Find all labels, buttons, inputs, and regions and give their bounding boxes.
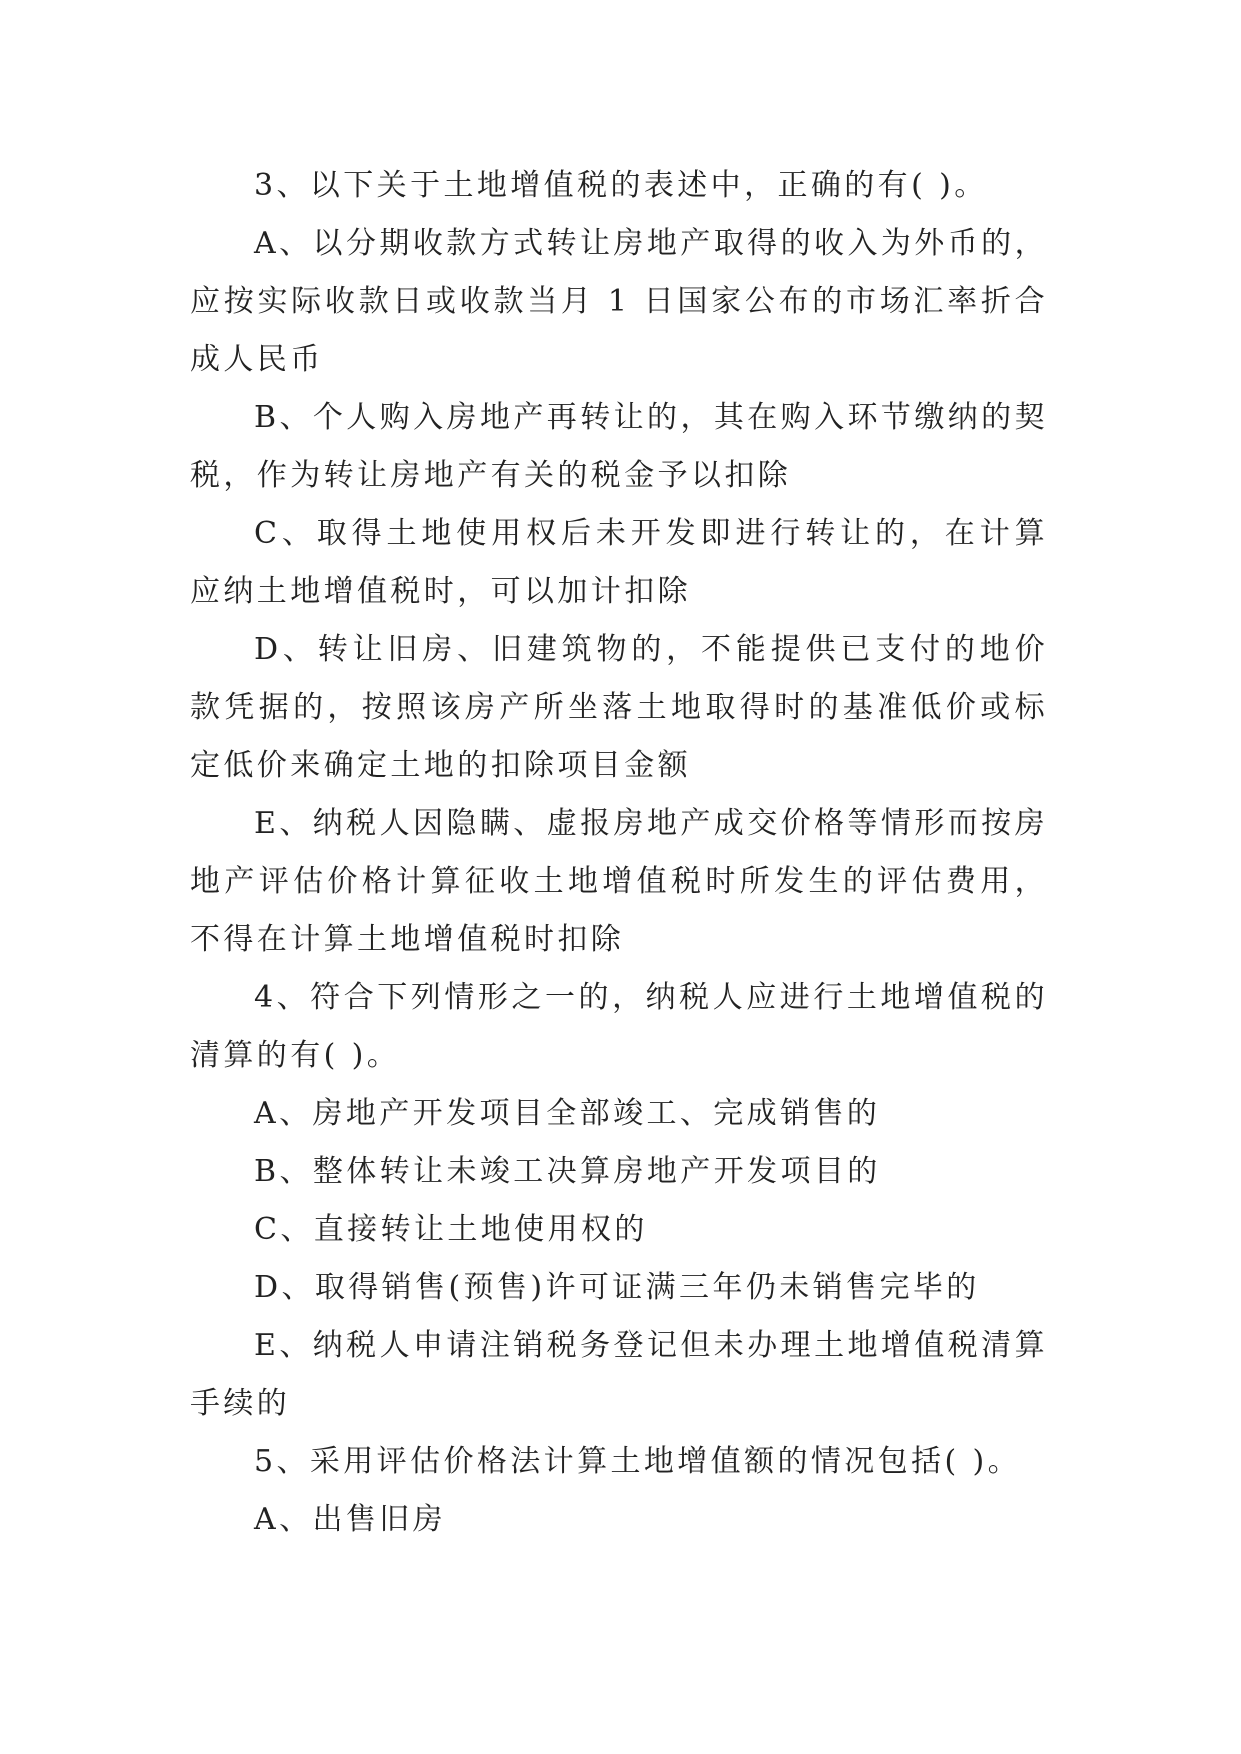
question-3-option-e: E、纳税人因隐瞒、虚报房地产成交价格等情形而按房地产评估价格计算征收土地增值税时所发生的评估费用，不得在计算土地增值税时扣除 — [190, 806, 1048, 957]
question-4-option-d: D、取得销售(预售)许可证满三年仍未销售完毕的 — [254, 1270, 980, 1305]
question-4-option-e: E、纳税人申请注销税务登记但未办理土地增值税清算手续的 — [190, 1328, 1048, 1421]
question-5-option-a: A、出售旧房 — [254, 1502, 447, 1537]
question-3-option-c: C、取得土地使用权后未开发即进行转让的，在计算应纳土地增值税时，可以加计扣除 — [190, 516, 1048, 609]
question-4-option-a: A、房地产开发项目全部竣工、完成销售的 — [254, 1096, 881, 1131]
question-3-option-b: B、个人购入房地产再转让的，其在购入环节缴纳的契税，作为转让房地产有关的税金予以扣除 — [190, 400, 1048, 493]
question-5-stem: 5、采用评估价格法计算土地增值额的情况包括( )。 — [254, 1444, 1022, 1479]
question-4-option-c: C、直接转让土地使用权的 — [254, 1212, 648, 1247]
question-4-option-b: B、整体转让未竣工决算房地产开发项目的 — [254, 1154, 881, 1189]
question-4-stem: 4、符合下列情形之一的，纳税人应进行土地增值税的清算的有( )。 — [190, 980, 1048, 1073]
question-3-option-a: A、以分期收款方式转让房地产取得的收入为外币的，应按实际收款日或收款当月 1 日国家公布的市场汇率折合成人民币 — [190, 226, 1048, 377]
document-body — [190, 157, 1048, 1549]
question-3-stem: 3、以下关于土地增值税的表述中，正确的有( )。 — [254, 168, 988, 203]
question-3-option-d: D、转让旧房、旧建筑物的，不能提供已支付的地价款凭据的，按照该房产所坐落土地取得时的基准低价或标定低价来确定土地的扣除项目金额 — [190, 632, 1048, 783]
